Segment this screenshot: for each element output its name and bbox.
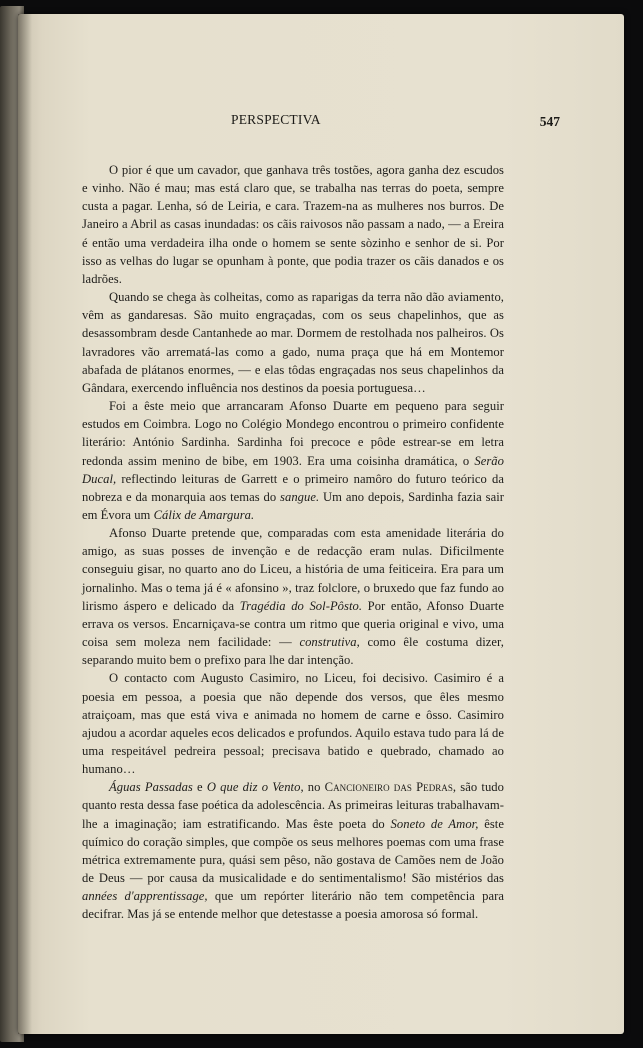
italic-text-run: Serão Ducal, bbox=[82, 453, 504, 486]
small-caps-text-run: Cancioneiro das Pedras, bbox=[324, 780, 457, 795]
italic-text-run: années d'apprentissage, bbox=[82, 889, 208, 904]
text-run: e bbox=[192, 780, 207, 795]
text-run: são tudo quanto resta dessa fase poética da adolescência. As primeiras leituras trabalhavam-lhe a imaginação; iam estratificando. Mas êste poeta do bbox=[82, 780, 504, 831]
text-run: Foi a êste meio que arrancaram Afonso Duarte em pequeno para seguir estudos em Coimbra. Logo no Colégio Mondego encontrou o primeiro confidente literário: António Sardinha. Sardinha foi precoce e pôde estrear-se em letra redonda assim menino de bibe, em 1903. Era uma coisinha dramática, o bbox=[82, 399, 504, 468]
text-run: êste químico do coração simples, que compõe os seus melhores poemas com uma frase métrica extremamente pura, quási sem pêso, não gostava de Camões nem de João de Deus — por causa da musicalidade e do sentimentalismo! São mistérios das bbox=[82, 816, 504, 886]
italic-text-run: construtiva, bbox=[299, 635, 360, 650]
running-title: PERSPECTIVA bbox=[231, 112, 321, 127]
italic-text-run: Tragédia do Sol-Pôsto. bbox=[239, 598, 363, 613]
italic-text-run: O que diz o Vento, bbox=[206, 780, 304, 795]
paragraph bbox=[82, 524, 504, 669]
paragraph bbox=[82, 669, 504, 778]
text-run: Quando se chega às colheitas, como as raparigas da terra não dão aviamento, vêm as gandaresas. São muito engraçadas, com os seus chapelinhos, que as desassombram desde Cantanhede ao mar. Dormem de restolhada nos palheiros. Os lavradores vão arrematá-las como a gado, numa praça que há em Montemor abafada de plátanos enormes, — e elas tôdas engraçadas nos seus chapelinhos da Gândara, exercendo influência nos destinos da poesia portuguesa… bbox=[82, 290, 504, 395]
page-gutter-shadow bbox=[18, 14, 32, 1034]
italic-text-run: Águas Passadas bbox=[109, 780, 193, 795]
text-run: reflectindo leituras de Garrett e o primeiro namôro do futuro teórico da nobreza e da monarquia aos temas do bbox=[82, 471, 504, 504]
text-run: Afonso Duarte pretende que, comparadas com esta amenidade literária do amigo, as suas posses de invenção e de redacção eram nulas. Dificilmente conseguiu gisar, no quarto ano do Liceu, a história de uma feiticeira. Era para um jornalinho. Mas o tema já é « afonsino », traz folclore, o bruxedo que faz fundo ao lirismo áspero e delicado da bbox=[82, 526, 504, 613]
text-run: Um ano depois, Sardinha fazia sair em Évora um bbox=[82, 489, 505, 522]
text-run: que um repórter literário não tem competência para decifrar. Mas já se entende melhor que detestasse a poesia amorosa só formal. bbox=[82, 889, 504, 922]
page-sheet bbox=[18, 14, 624, 1034]
text-run: Por então, Afonso Duarte errava os versos. Encarniçava-se contra um ritmo que queria original e vivo, uma coisa sem moleza nem facilidade: — bbox=[82, 598, 504, 650]
paragraph bbox=[82, 397, 504, 524]
italic-text-run: sangue. bbox=[280, 489, 320, 504]
italic-text-run: Soneto de Amor, bbox=[390, 816, 479, 831]
text-run: como êle costuma dizer, separando muito bem o prefixo para lhe dar intenção. bbox=[82, 635, 504, 668]
text-run: no bbox=[303, 780, 325, 795]
paragraph bbox=[82, 778, 504, 923]
page-number: 547 bbox=[539, 114, 560, 129]
text-run: O contacto com Augusto Casimiro, no Liceu, foi decisivo. Casimiro é a poesia em pessoa, a poesia que não depende dos versos, que êles mesmo atraiçoam, mas que está viva e animada no homem de carne e ôsso. Casimiro ajudou a acordar aqueles ecos delicados e profundos. Aquilo estava tudo para lá de uma respeitável pedreira pessoal; precisava batido e quebrado, chamado ao humano… bbox=[82, 671, 504, 777]
paragraph bbox=[82, 161, 504, 288]
page-header bbox=[88, 112, 560, 136]
text-run: O pior é que um cavador, que ganhava três tostões, agora ganha dez escudos e vinho. Não é mau; mas está claro que, se trabalha nas terras do poeta, sempre custa a pagar. Lenha, só de Leiria, e cara. Trazem-na as mulheres nos burros. De Janeiro a Abril as casas inundadas: os cãis raivosos não passam a nado, — a Ereira é então uma verdadeira ilha onde o homem se sente sòzinho e senhor de si. Por isso as velhas do lugar se opunham à ponte, que podia trazer os cãis danados e os ladrões. bbox=[82, 163, 504, 286]
italic-text-run: Cálix de Amargura. bbox=[153, 507, 255, 522]
body-text bbox=[82, 161, 504, 924]
paragraph bbox=[82, 288, 504, 397]
